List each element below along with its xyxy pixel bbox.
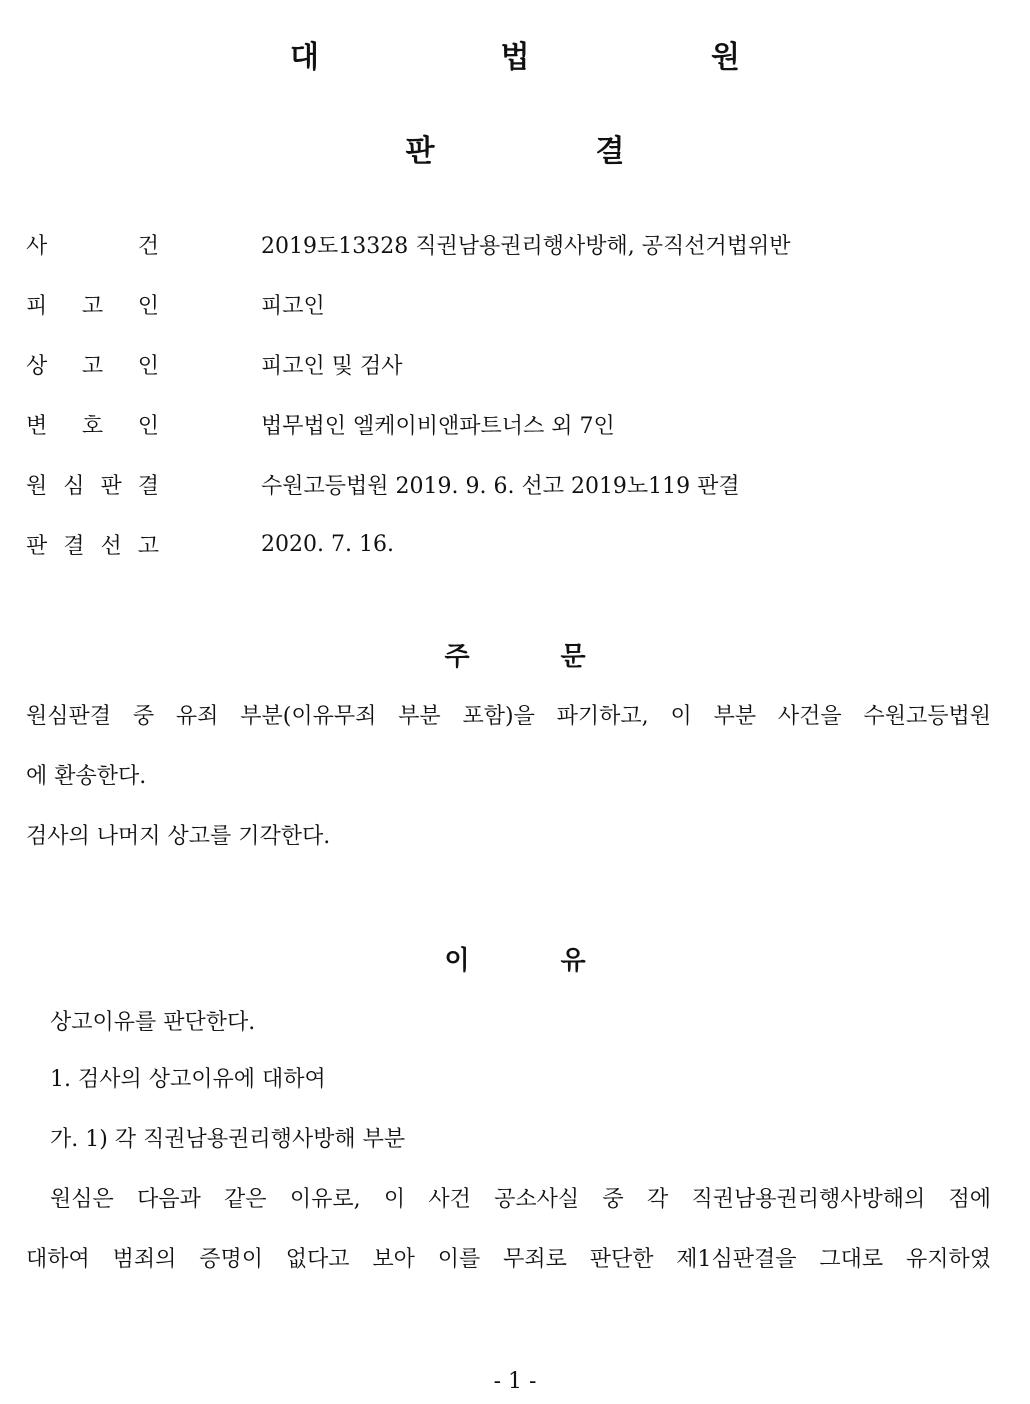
order-heading-char: 주 — [444, 642, 470, 672]
meta-label-char: 결 — [63, 533, 85, 559]
order-line: 원심판결 중 유죄 부분(이유무죄 부분 포함)을 파기하고, 이 부분 사건을 수원고등법원 — [26, 704, 991, 729]
meta-row-case — [26, 214, 1006, 274]
reasons-line: 대하여 범죄의 증명이 없다고 보아 이를 무죄로 판단한 제1심판결을 그대로 유지하였 — [26, 1247, 991, 1272]
meta-label-char: 인 — [137, 293, 159, 319]
order-heading — [0, 636, 1030, 673]
case-metadata — [26, 214, 1006, 574]
meta-value: 수원고등법원 2019. 9. 6. 선고 2019노119 판결 — [261, 473, 740, 499]
meta-label-char: 고 — [81, 293, 104, 319]
meta-label-char: 판 — [26, 533, 48, 559]
meta-label-char: 인 — [137, 413, 159, 439]
meta-row-decision-date — [26, 514, 1006, 574]
order-line: 검사의 나머지 상고를 기각한다. — [26, 824, 331, 849]
court-title — [0, 32, 1030, 76]
meta-value: 2019도13328 직권남용권리행사방해, 공직선거법위반 — [261, 233, 791, 259]
meta-value: 피고인 — [261, 293, 325, 319]
judgment-title-char: 판 — [405, 134, 435, 169]
meta-label-char: 호 — [81, 413, 104, 439]
meta-label-char: 상 — [26, 353, 48, 379]
court-title-char: 대 — [290, 40, 319, 75]
reasons-line: 상고이유를 판단한다. — [50, 1010, 256, 1035]
judgment-title-char: 결 — [595, 134, 625, 169]
meta-label-char: 변 — [26, 413, 48, 439]
court-title-char: 원 — [711, 40, 740, 75]
meta-row-appellant — [26, 334, 1006, 394]
meta-label-char: 원 — [26, 473, 48, 499]
meta-label-char: 고 — [137, 533, 159, 559]
meta-label-char: 심 — [63, 473, 85, 499]
meta-label — [26, 349, 159, 380]
reasons-line: 가. 1) 각 직권남용권리행사방해 부분 — [50, 1127, 406, 1152]
court-title-char: 법 — [500, 40, 530, 75]
meta-label-char: 인 — [137, 353, 159, 379]
meta-label-char: 선 — [100, 533, 122, 559]
meta-label — [26, 469, 159, 500]
order-heading-char: 문 — [560, 642, 586, 672]
order-line: 에 환송한다. — [26, 764, 147, 789]
meta-label — [26, 529, 159, 560]
meta-label — [26, 409, 159, 440]
meta-label — [26, 289, 159, 320]
meta-label-char: 사 — [26, 233, 48, 259]
reasons-heading-char: 유 — [560, 946, 586, 976]
meta-label-char: 건 — [137, 233, 159, 259]
reasons-heading-char: 이 — [444, 946, 470, 976]
meta-label — [26, 229, 159, 260]
meta-row-counsel — [26, 394, 1006, 454]
page-number: - 1 - — [493, 1369, 537, 1394]
meta-label-char: 피 — [26, 293, 48, 319]
reasons-line: 1. 검사의 상고이유에 대하여 — [50, 1067, 326, 1092]
reasons-line: 원심은 다음과 같은 이유로, 이 사건 공소사실 중 각 직권남용권리행사방해의 점에 — [50, 1187, 991, 1212]
meta-row-defendant — [26, 274, 1006, 334]
meta-value: 피고인 및 검사 — [261, 353, 403, 379]
meta-label-char: 고 — [81, 353, 104, 379]
meta-row-lower-court — [26, 454, 1006, 514]
meta-label-char: 결 — [137, 473, 159, 499]
judgment-title — [0, 126, 1030, 170]
meta-label-char: 판 — [100, 473, 122, 499]
meta-value: 법무법인 엘케이비앤파트너스 외 7인 — [261, 413, 615, 439]
reasons-heading — [0, 940, 1030, 977]
meta-value: 2020. 7. 16. — [261, 531, 394, 557]
